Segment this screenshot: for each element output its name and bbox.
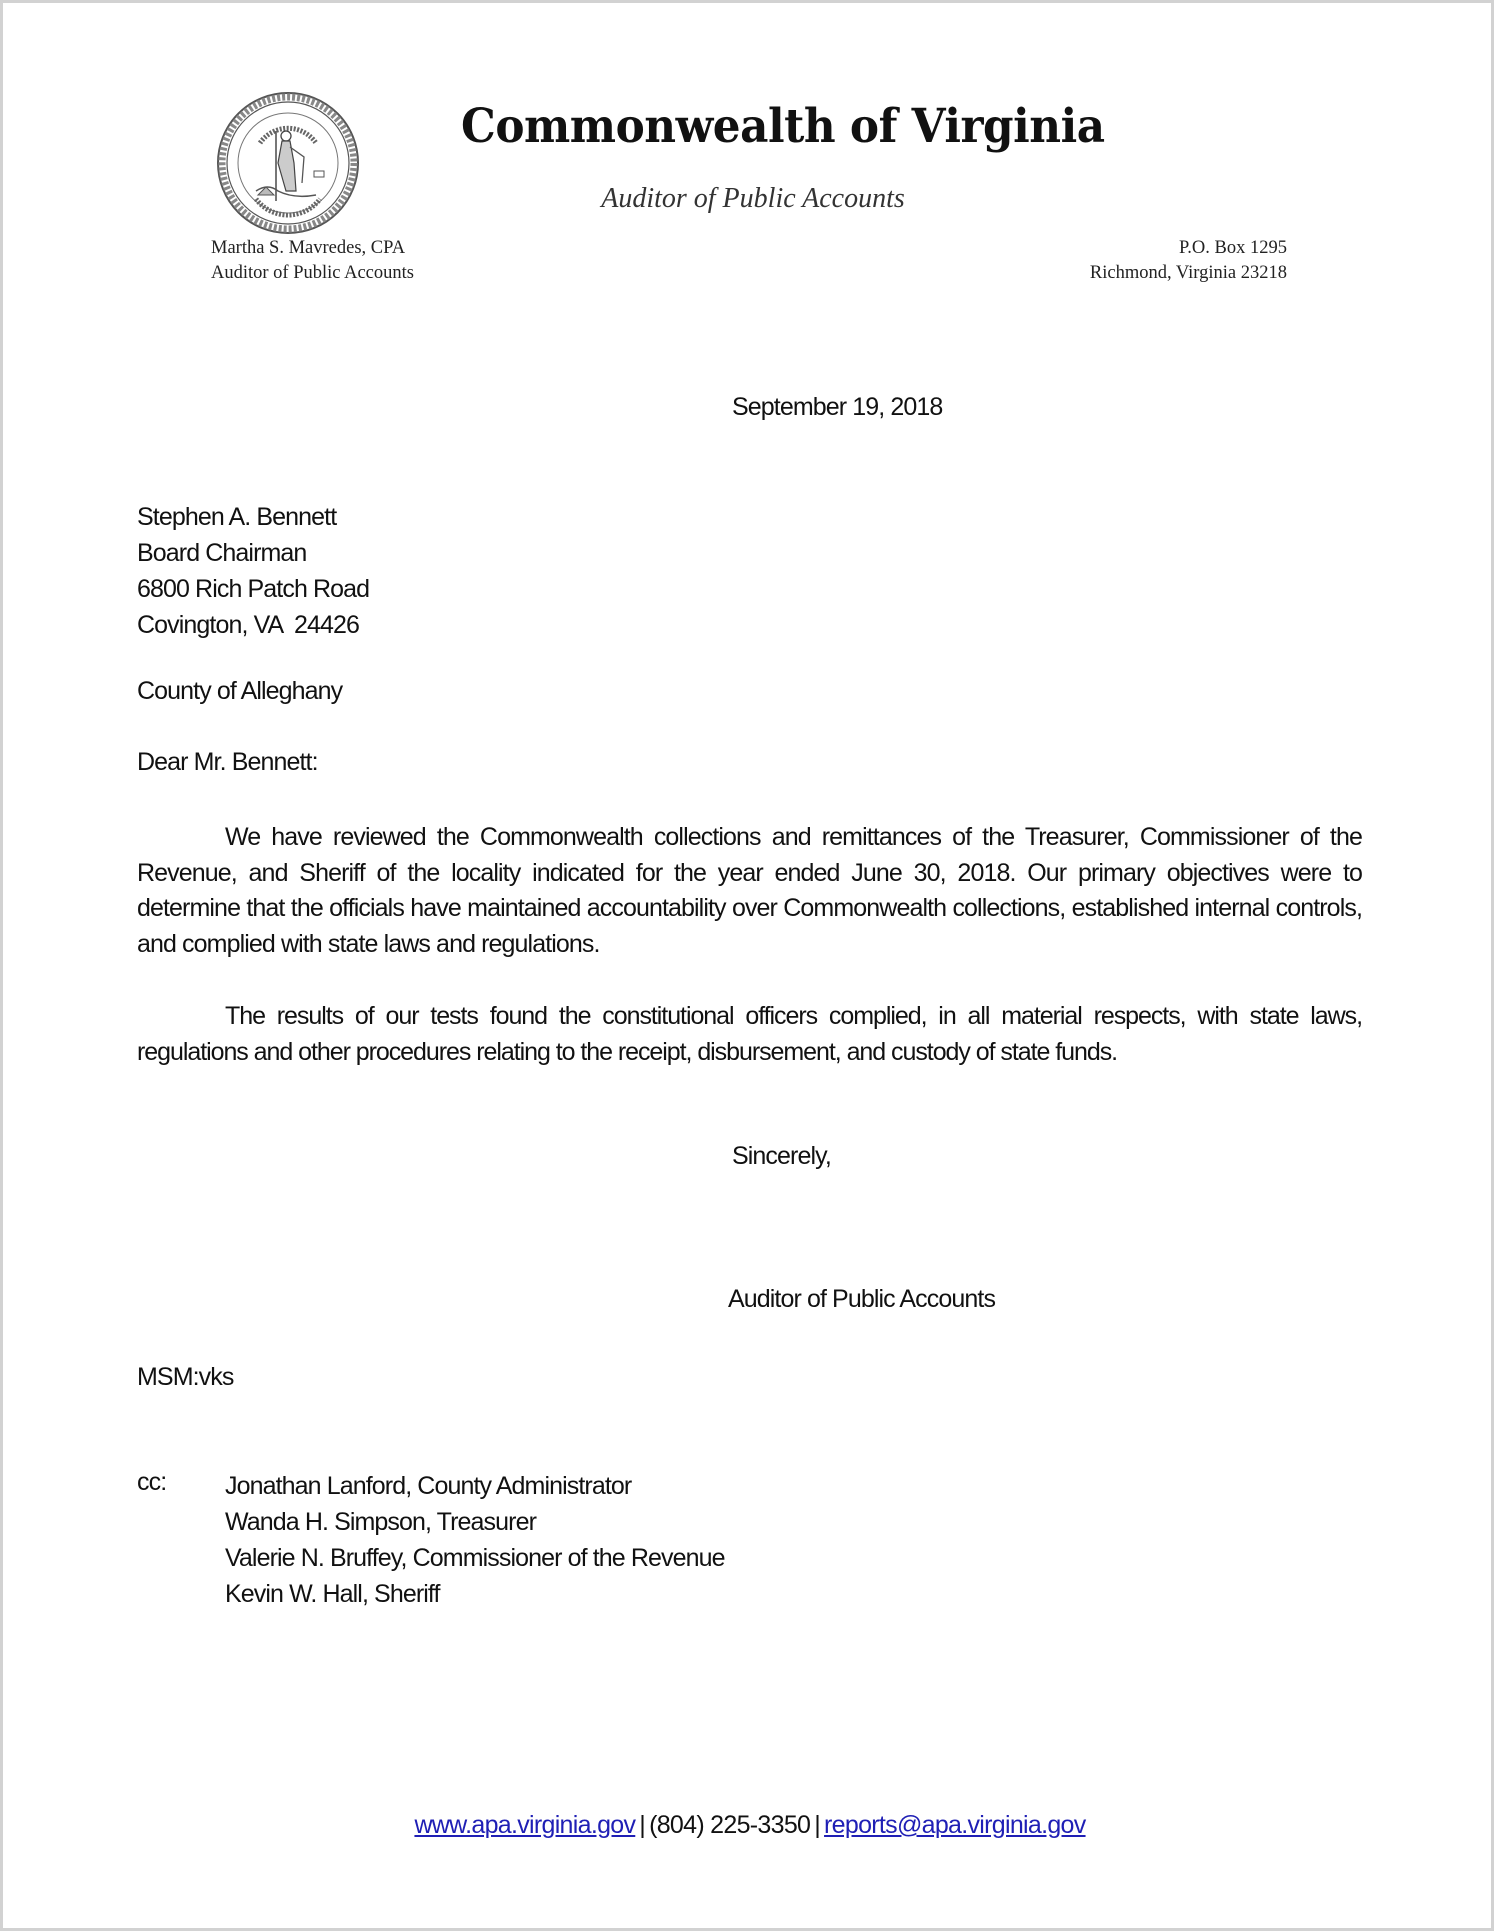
cc-label: cc:	[137, 1468, 167, 1496]
signer-title: Auditor of Public Accounts	[728, 1285, 996, 1313]
closing: Sincerely,	[732, 1142, 831, 1170]
city-state-zip: Richmond, Virginia 23218	[1089, 263, 1287, 283]
reference-initials: MSM:vks	[137, 1363, 234, 1391]
recipient-address	[137, 499, 369, 643]
recipient-name: Stephen A. Bennett	[137, 503, 337, 531]
phone-number: (804) 225-3350	[649, 1811, 811, 1839]
website-link[interactable]: www.apa.virginia.gov	[414, 1811, 636, 1839]
footer-separator: |	[639, 1811, 646, 1839]
body-paragraph-1	[137, 820, 1362, 963]
county-name: County of Alleghany	[137, 677, 343, 705]
letterhead-title: Commonwealth of Virginia	[461, 99, 1105, 154]
recipient-title: Board Chairman	[137, 539, 307, 567]
footer-contact	[3, 1811, 1494, 1840]
paragraph-1-text: We have reviewed the Commonwealth collections and remittances of the Treasurer, Commissioner of the Revenue, and Sheriff of the locality indicated for the year ended June 30, 2018. Our primary objectives were to determine that the officials have maintained accountability over Commonwealth collections, established internal controls, and complied with state laws and regulations.	[137, 823, 1362, 959]
email-link[interactable]: reports@apa.virginia.gov	[824, 1811, 1086, 1839]
mailing-address-block	[1003, 236, 1287, 286]
auditor-name: Martha S. Mavredes, CPA	[211, 238, 406, 258]
footer-separator: |	[814, 1811, 821, 1839]
cc-recipient: Wanda H. Simpson, Treasurer	[225, 1508, 537, 1536]
po-box: P.O. Box 1295	[1179, 238, 1287, 258]
letter-date: September 19, 2018	[732, 393, 943, 421]
cc-list	[225, 1468, 725, 1612]
letterhead-subtitle: Auditor of Public Accounts	[601, 183, 905, 214]
virginia-state-seal-icon	[216, 91, 360, 235]
cc-recipient: Jonathan Lanford, County Administrator	[225, 1472, 632, 1500]
auditor-title: Auditor of Public Accounts	[211, 263, 414, 283]
cc-recipient: Kevin W. Hall, Sheriff	[225, 1580, 440, 1608]
paragraph-2-text: The results of our tests found the constitutional officers complied, in all material respects, with state laws, regulations and other procedures relating to the receipt, disbursement, and custody of state funds.	[137, 1002, 1362, 1066]
body-paragraph-2	[137, 999, 1362, 1070]
cc-recipient: Valerie N. Bruffey, Commissioner of the Revenue	[225, 1544, 725, 1572]
auditor-name-block	[211, 236, 414, 286]
recipient-city: Covington, VA 24426	[137, 611, 359, 639]
salutation: Dear Mr. Bennett:	[137, 748, 318, 776]
recipient-street: 6800 Rich Patch Road	[137, 575, 370, 603]
